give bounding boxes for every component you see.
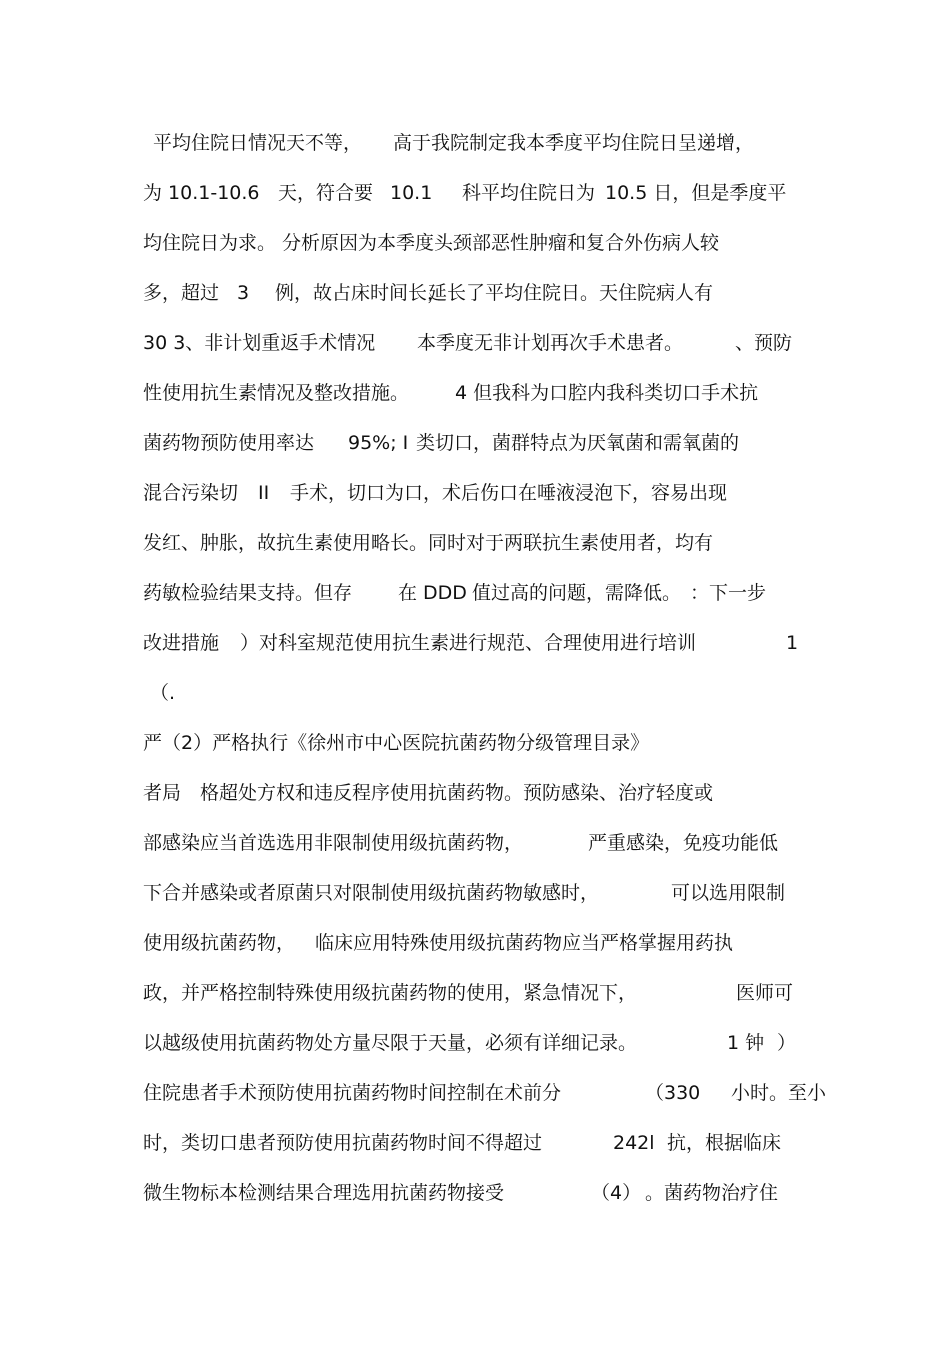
text-run: 类切口，菌群特点为厌氧菌和需氧菌的 (416, 432, 740, 454)
text-run: 1 (786, 632, 799, 654)
text-run: 4 但我科为口腔内我科类切口手术抗 (455, 382, 759, 404)
text-line (0, 278, 950, 308)
text-run: 高于我院制定我本季度平均住院日呈递增， (393, 132, 755, 154)
text-run: 在 DDD (398, 582, 467, 604)
text-run: 可以选用限制 (671, 882, 786, 904)
text-run: II (258, 482, 270, 504)
text-run: 为 10.1-10.6 (143, 182, 260, 204)
text-run: 下合并感染或者原菌只对限制使用级抗菌药物敏感时， (143, 882, 600, 904)
text-run: ：下一步 (690, 582, 767, 604)
text-run: 住院患者手术预防使用抗菌药物时间控制在术前分 (143, 1082, 562, 1104)
text-run: 改进措施 (143, 632, 220, 654)
text-run: 平均住院日情况天不等， (153, 132, 363, 154)
text-run: 临床应用特殊使用级抗菌药物应当严格掌握用药执 (315, 932, 734, 954)
text-run: 部感染应当首选选用非限制使用级抗菌药物， (143, 832, 524, 854)
text-line (0, 478, 950, 508)
text-line (0, 728, 950, 758)
text-run: 10.1 (390, 182, 433, 204)
text-run: 格超处方权和违反程序使用抗菌药物。预防感染、治疗轻度或 (200, 782, 714, 804)
text-run: 以越级使用抗菌药物处方量尽限于天量，必须有详细记录。 (143, 1032, 638, 1054)
text-run: 多，超过 (143, 282, 220, 304)
text-run: （330 (645, 1082, 701, 1104)
text-run: 药敏检验结果支持。但存 (143, 582, 353, 604)
text-line (0, 328, 950, 358)
text-run: 3 (237, 282, 250, 304)
text-run: ）对科室规范使用抗生素进行规范、合理使用进行培训 (240, 632, 697, 654)
text-run: 使用级抗菌药物， (143, 932, 296, 954)
text-line (0, 928, 950, 958)
text-line (0, 1178, 950, 1208)
text-run: 手术，切口为口，术后伤口在唾液浸泡下，容易出现 (290, 482, 728, 504)
text-line (0, 528, 950, 558)
text-run: 科平均住院日为 (462, 182, 596, 204)
text-run: 延长了平均住院日。天住院病人有 (428, 282, 714, 304)
text-run: 混合污染切 (143, 482, 239, 504)
text-line (0, 578, 950, 608)
text-run: 本季度无非计划再次手术患者。 (417, 332, 684, 354)
text-run: 政，并严格控制特殊使用级抗菌药物的使用，紧急情况下， (143, 982, 638, 1004)
text-line (0, 828, 950, 858)
text-run: 发红、肿胀，故抗生素使用略长。同时对于两联抗生素使用者，均有 (143, 532, 714, 554)
text-line (0, 978, 950, 1008)
text-line (0, 178, 950, 208)
text-run: 时，类切口患者预防使用抗菌药物时间不得超过 (143, 1132, 543, 1154)
text-run: 例，故占床时间长， (275, 282, 447, 304)
text-line (0, 628, 950, 658)
text-run: （. (150, 682, 176, 704)
text-run: 者局 (143, 782, 182, 804)
text-line (0, 228, 950, 258)
text-run: 菌药物预防使用率达 (143, 432, 315, 454)
text-line (0, 1028, 950, 1058)
text-run: （4） (591, 1182, 642, 1204)
text-run: 10.5 日，但是季度平 (605, 182, 787, 204)
text-run: 95%; I (348, 432, 409, 454)
text-run: 严（2）严格执行《徐州市中心医院抗菌药物分级管理目录》 (143, 732, 650, 754)
text-line (0, 878, 950, 908)
text-run: 小时。至小 (731, 1082, 827, 1104)
text-line (0, 1078, 950, 1108)
text-run: 严重感染，免疫功能低 (588, 832, 779, 854)
text-run: 微生物标本检测结果合理选用抗菌药物接受 (143, 1182, 505, 1204)
text-run: 、预防 (735, 332, 793, 354)
text-run: 30 3、非计划重返手术情况 (143, 332, 376, 354)
text-run: 均住院日为求。 分析原因为本季度头颈部恶性肿瘤和复合外伤病人较 (143, 232, 720, 254)
text-line (0, 778, 950, 808)
text-run: 天，符合要 (278, 182, 374, 204)
text-run: 值过高的问题，需降低。 (472, 582, 682, 604)
text-line (0, 128, 950, 158)
text-line (0, 378, 950, 408)
text-run: 。菌药物治疗住 (645, 1182, 779, 1204)
text-line (0, 678, 950, 708)
text-line (0, 428, 950, 458)
text-run: 242l (613, 1132, 655, 1154)
text-run: 性使用抗生素情况及整改措施。 (143, 382, 410, 404)
text-run: 1 钟 (727, 1032, 765, 1054)
text-run: 抗，根据临床 (667, 1132, 782, 1154)
text-run: 医师可 (736, 982, 794, 1004)
text-run: ） (777, 1032, 797, 1054)
text-line (0, 1128, 950, 1158)
